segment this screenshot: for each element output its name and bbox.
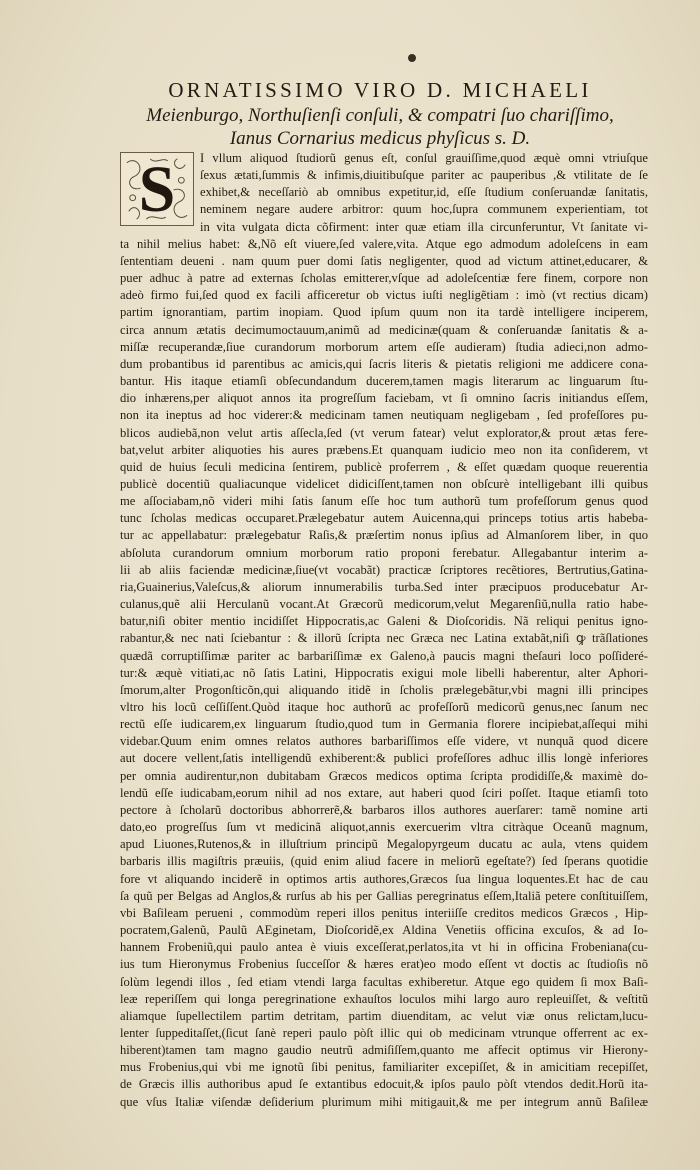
text-line: dum probantibus id parentibus ac amicis,qui ſacris literis & pietatis religioni me addicere cona- — [120, 356, 648, 371]
text-line: vltro his locũ ceſſiſſent.Quòd itaque hoc authorũ ac profeſſorũ medicorũ genus,nec ſanum nec — [120, 700, 648, 714]
text-line: tunc ſcholas medicas occuparet.Prælegebatur autem Auicenna,qui princeps totius artis habeba- — [120, 511, 648, 526]
dedication-heading — [120, 76, 640, 150]
heading-line-2: Meienburgo, Northuſienſi conſuli, & compatri ſuo chariſſimo, — [146, 105, 614, 126]
text-line: rabantur,& nec nati ſciebantur : & illorũ ſcripta nec Græca nec Latina extabãt,niſi ꝙ trãſlationes — [120, 631, 648, 646]
initial-letter: S — [138, 153, 176, 226]
text-line: lenter ſuppeditaſſet,(ſicut ſanè reperi paulo pòſt illic qui ob medicinam vtrunque offerrent ac ex- — [120, 1025, 648, 1040]
text-line: vbi Baſileam perueni , commodùm reperi illos penitus interiiſſe creditos medicos Græcos , Hip- — [120, 905, 648, 920]
text-line: lii ab aliis faciendæ medicinæ,ſiue(vt vocabãt) practicæ ſcriptores recẽtiores, Bertrutius,Gatina- — [120, 562, 648, 577]
text-line: dio inhærens,per aliquot annos ita progreſſum faciebam, vt ſi omnino ſacris initiandus eſſem, — [120, 391, 648, 406]
text-line: pectore à ſcholarũ doctoribus abhorrerẽ,& barbaros illos authores auerſarer: tamẽ nomine arti — [120, 802, 648, 817]
text-line: I vllum aliquod ſtudiorũ genus eſt, conſul grauiſſime,quod æquè omni vtriuſque — [200, 151, 648, 165]
text-line: per omnia audirentur,non dubitabam Græcos medicos optima ſcripta prodidiſſe,& maximè do- — [120, 768, 648, 783]
text-line: hannem Frobeniũ,qui paulo antea è viuis exceſſerat,perlatos,ita vt hi in officina Frobeniana(cu- — [120, 940, 648, 955]
text-line: circa annum ætatis decimumoctauum,animũ ad medicinæ(quam & conſeruandæ ſanitatis & a- — [120, 322, 648, 337]
text-line: barbaris illis magiſtris præuiis, (quid enim aliud facere in meliorũ egeſtate?) ſed ſperans quotidie — [120, 854, 648, 869]
text-line: dato,eo progreſſus ſum vt medicinã aliquot,annis exercuerim vltra citràque Oceanũ magnum, — [120, 820, 648, 835]
text-line: fore vt aliquando inciderẽ in optimos artis authores,Græcos ſua lingua loquentes.Et hac de cau — [120, 871, 648, 886]
heading-line-3: Ianus Cornarius medicus phyſicus s. D. — [229, 128, 531, 149]
text-line: ius tum Hieronymus Frobenius ſucceſſor & hæres erat)eo modo eſſent vt doctis ac ſtudioſis nõ — [120, 957, 648, 972]
text-line: neminem negare audere arbitror: quum hoc,ſupra communem experientiam, tot — [200, 202, 648, 217]
text-line: adeò firmo fui,ſed quod ex facili afficeretur ob victus iuſti negligẽtiam : imò (vt rectius dicam) — [120, 288, 648, 303]
letter-body — [120, 150, 648, 1111]
text-line: blicos audiebã,non velut artis aſſecla,ſed (vt verum fatear) velut explorator,& prout ætas fere- — [120, 425, 648, 440]
text-line: bantur. His itaque etiamſi obſecundandum ducerem,tamen magis literarum ac linguarum ſtu- — [120, 374, 648, 389]
text-line: ſa quũ per Belgas ad Anglos,& rurſus ab his per Gallias peregrinatus eſſem,Italiã petere conſtituiſſem, — [120, 888, 648, 903]
text-line: quædã corruptiſſimæ pariter ac barbariſſimæ ex Galeno,à paucis magni theſauri loco poſſideré- — [120, 648, 648, 663]
text-line: publicè docentiũ qualiacunque videlicet didiciſſent,tamen non obſcurè intelligebant illi quibus — [120, 476, 648, 491]
text-line: mus Frobenius,qui vbi me ignotũ ſibi penitus, familiariter excepiſſet, & in amicitiam recepiſſet, — [120, 1060, 648, 1075]
text-line: aliamque ſupellectilem partim detritam, partim diuenditam, ac velut viæ onus relictam,lucu- — [120, 1008, 648, 1023]
text-line: hiberent)tamen tam magno gaudio neutrũ admiſiſſem,quanto me affecit optimus vir Hierony- — [120, 1043, 648, 1058]
text-line: de Græcis illis authoribus apud ſe extantibus edocuit,& ipſos paulo pòſt vtendos dedit.Horũ ita- — [120, 1077, 648, 1092]
text-line: me aſſociabam,nõ videri mihi ſatis ſanum eſſe hoc tum authorũ tum profeſſorum genus quod — [120, 494, 648, 509]
text-line: miſſæ recuperandæ,ſiue curandorum morborum artem eſſe audieram) ſtudia adieci,non admo- — [120, 339, 648, 354]
text-line: ſexus ætati,ſummis & infimis,diuitibuſque pariter ac pauperibus ,& vtilitate de ſe — [200, 168, 648, 183]
text-line: rectũ eſſe iudicarem,ex linguarum ſtudio,quod tum in Germania florere incipiebat,aſſequi mihi — [120, 717, 648, 732]
text-line: in vita vulgata dicta cõfirment: inter quæ etiam illa circunferuntur, Vt ſanitate vi- — [200, 219, 648, 234]
text-line: culanus,quẽ alii Herculanũ vocant.At Græcorũ medicorum,velut Megarenſiũ,nulla ratio habe- — [120, 597, 648, 612]
text-line: pocratem,Galenũ, Paulũ AEginetam, Dioſcoridẽ,ex Aldina Venetiis officina excuſos, & ad Io- — [120, 923, 648, 938]
text-line: videbar.Quum enim omnes relatos authores barbariſſimos eſſe videre, vt nunquã quod dicere — [120, 734, 648, 749]
text-line: partim ignorantiam, partim inopiam. Quod ipſum quum non ita tardè intelligere inciperem, — [120, 305, 648, 320]
text-line: ſmorum,alter Progonſticõn,qui aliquando itidẽ in ſcholis prælegebãtur,vbi magni illi principes — [120, 682, 648, 697]
text-line: apud Liuones,Rutenos,& in illuſtrium principũ Megalopyrgeum ducatu ac aula, vtens quidem — [120, 837, 648, 852]
text-line: non ita ineptus ad hoc viderer:& medicinam tamen neutiquam negligebam , ſed profeſſores pu- — [120, 408, 648, 423]
text-line: que vſus Italiæ viſendæ deſiderium plurimum mihi mitigauit,& me per integrum annũ Baſileæ — [120, 1094, 648, 1109]
text-line: ſententiam deueni . nam quum puer domi ſatis negligenter, quod ad victum attinet,educarer, & — [120, 253, 648, 268]
text-line: aut docere vellent,ſatis intelligendũ exhiberent:& publici profeſſores adhuc illis longè inferiores — [120, 751, 648, 766]
text-line: ria,Guainerius,Valeſcus,& aliorum innumerabilis turba.Sed inter præcipuos producebatur Ar- — [120, 579, 648, 594]
text-line: puer adhuc à patre ad externas ſcholas emitterer,vſque ad adoleſcentiæ fere finem, corpore non — [120, 271, 648, 286]
text-line: exhibet,& neceſſariò ab omnibus expetitur,id, eſſe ſtudium conſeruandæ ſanitatis, — [200, 185, 648, 200]
ink-speck — [408, 54, 416, 62]
text-line: leæ reperiſſem qui longa peregrinatione exhauſtos loculos mihi largo auro repleuiſſet, & veſtitũ — [120, 991, 648, 1006]
text-line: lendũ eſſe iudicabam,eorum nihil ad nos extare, aut haberi quod ſciri poſſet. Itaque etiamſi toto — [120, 785, 648, 800]
heading-line-1: ORNATISSIMO VIRO D. MICHAELI — [168, 78, 592, 102]
text-line: ſolùm legendi illos , ſed etiam vtendi larga facultas exhiberetur. Atque ego quidem ſi mox Baſi- — [120, 974, 648, 989]
text-line: batur,niſi obiter mentio incidiſſet Hippocratis,ac Galeni & Dioſcoridis. Nã reliqui penitus igno- — [120, 614, 648, 629]
text-line: quid de huius ſeculi medicina ſentirem, publicè proferrem , & eſſet quædam quoque reuerentia — [120, 459, 648, 474]
text-line: ta nihil melius habet: &,Nõ eſt viuere,ſed valere,vita. Atque ego admodum adoleſcens in eam — [120, 236, 648, 251]
text-line: bat,velut arbiter aliquoties his aures præbens.Et quanquam iudicio meo non ita conſiderem, vt — [120, 442, 648, 457]
text-line: tur ac appellabatur: prælegebatur Raſis,& præſertim nonus ipſius ad Almanſorem liber, in quo — [120, 528, 648, 543]
text-line: tur:& æquè vitiati,ac nõ ſatis Latini, Hippocratis exigui mole libelli haberentur, alter Aphori- — [120, 665, 648, 680]
text-line: abſoluta curandorum omnium morborum ratio proponi ferebatur. Allegabantur interim a- — [120, 545, 648, 560]
